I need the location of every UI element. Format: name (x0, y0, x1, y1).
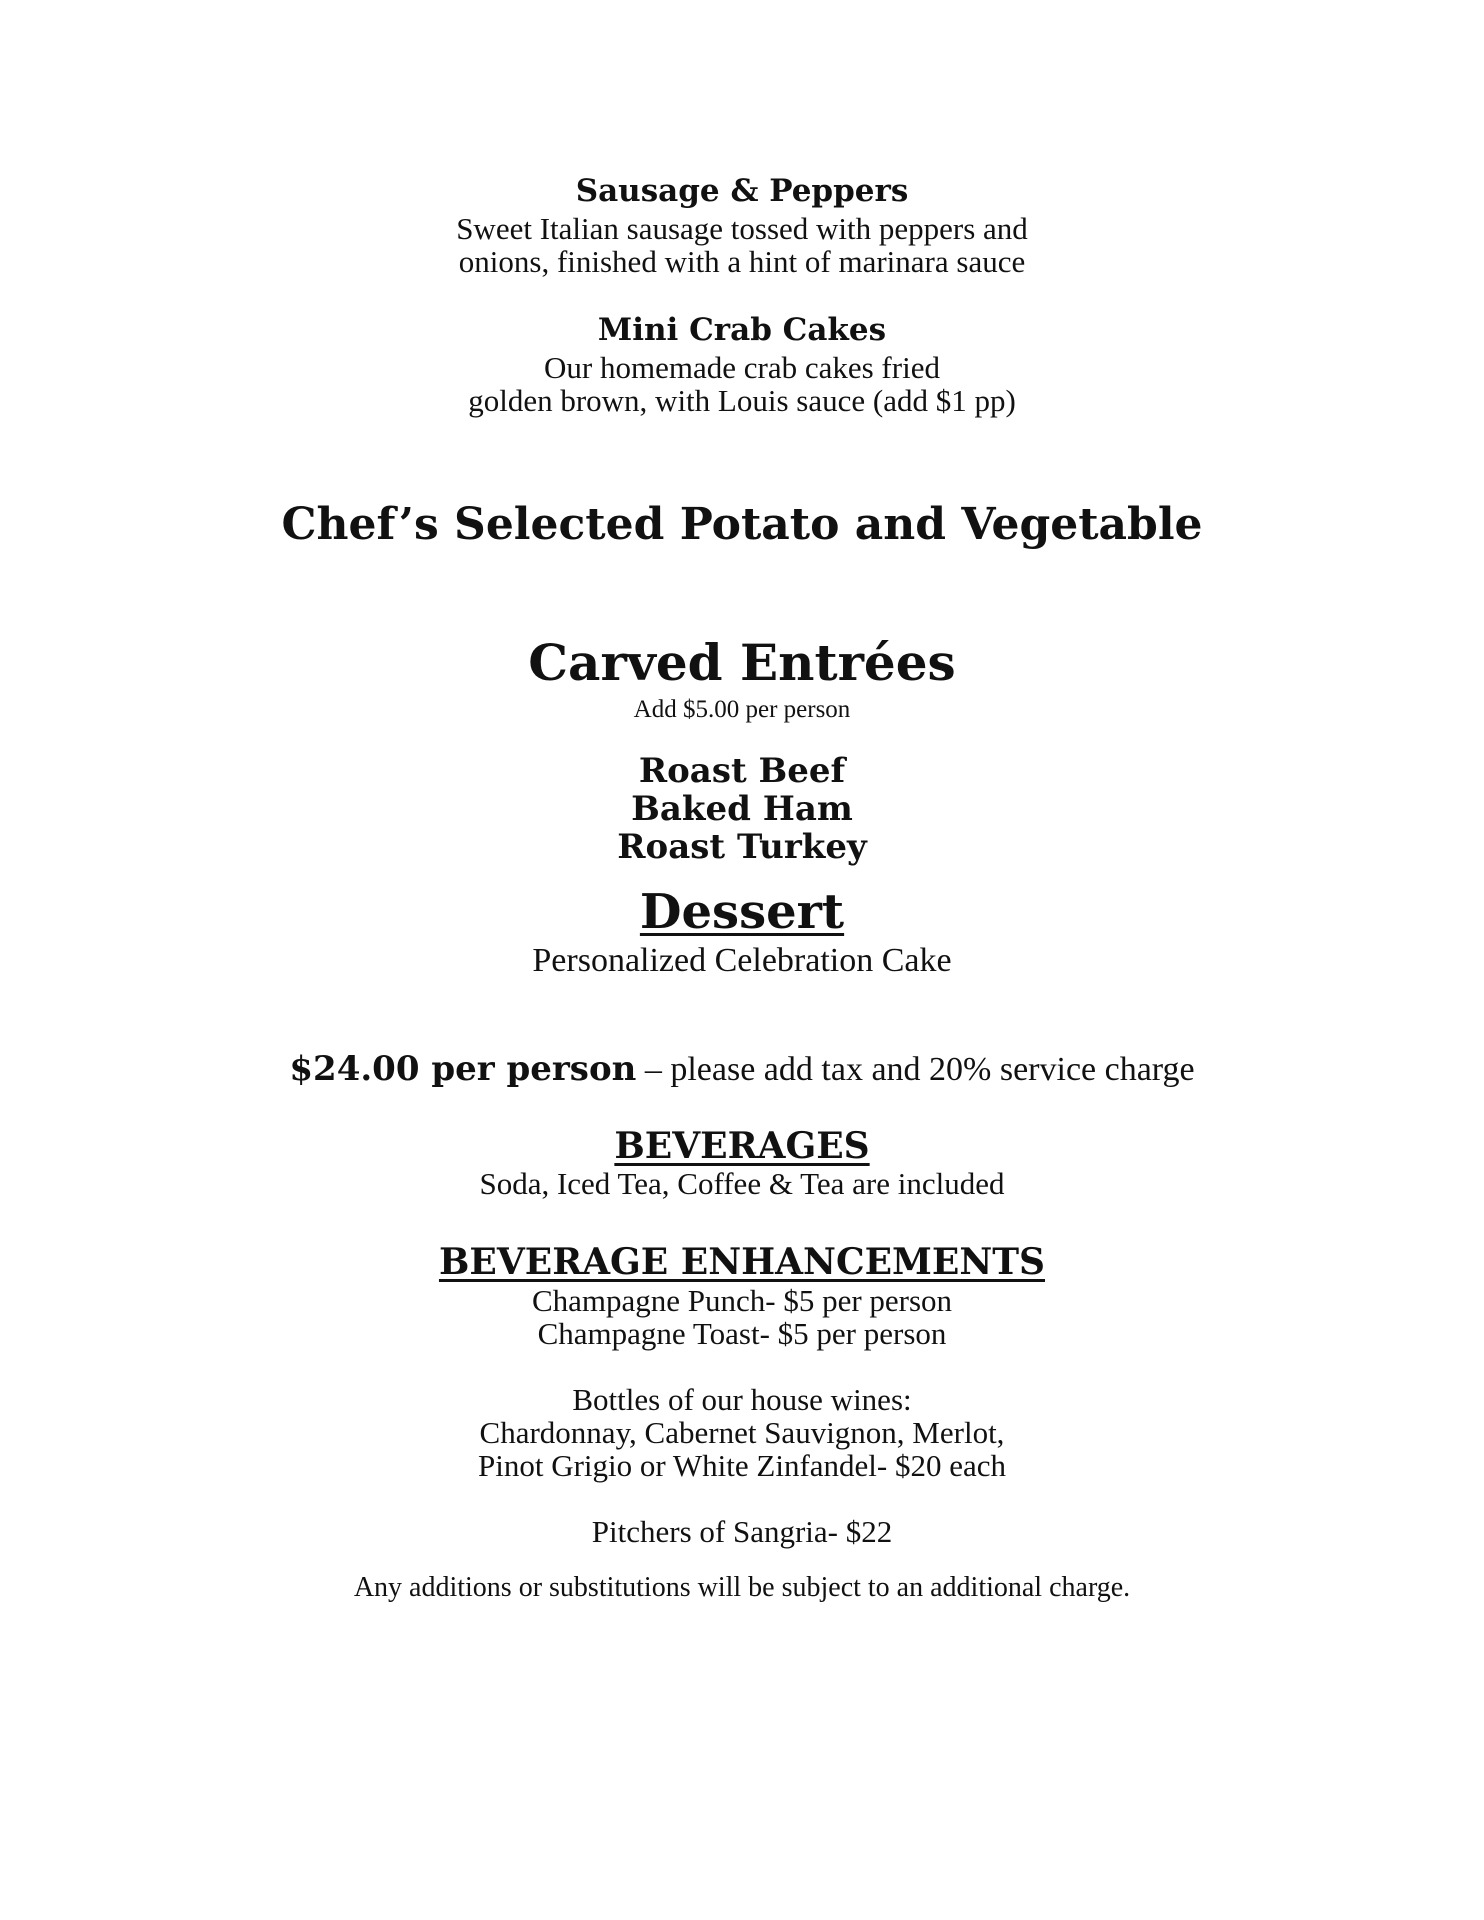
enhancements-heading (0, 1241, 1484, 1283)
crab-desc-line2: golden brown, with Louis sauce (add $1 pp) (468, 383, 1016, 418)
beverages-heading (0, 1125, 1484, 1167)
dessert-heading-text: Dessert (639, 884, 845, 940)
disclaimer: Any additions or substitutions will be subject to an additional charge. (353, 1572, 1131, 1603)
crab-desc-line1: Our homemade crab cakes fried (544, 350, 940, 385)
crab-title: Mini Crab Cakes (597, 312, 887, 348)
beverages-desc: Soda, Iced Tea, Coffee & Tea are included (479, 1166, 1005, 1201)
carved-item-baked-ham: Baked Ham (631, 789, 853, 829)
sausage-title: Sausage & Peppers (575, 173, 909, 209)
dessert-heading (0, 884, 1484, 940)
price-amount: $24.00 per person (289, 1049, 637, 1089)
carved-entrees-heading: Carved Entrées (528, 633, 956, 692)
wines-line1: Bottles of our house wines: (572, 1382, 912, 1417)
beverages-heading-text: BEVERAGES (614, 1125, 870, 1167)
wines-line2: Chardonnay, Cabernet Sauvignon, Merlot, (479, 1415, 1005, 1450)
price-line (0, 1049, 1484, 1089)
chefs-selected-heading: Chef’s Selected Potato and Vegetable (281, 499, 1203, 550)
dessert-desc: Personalized Celebration Cake (532, 942, 952, 979)
wines-line3: Pinot Grigio or White Zinfandel- $20 each (477, 1448, 1006, 1483)
enhancement-punch: Champagne Punch- $5 per person (531, 1283, 953, 1318)
enhancements-heading-text: BEVERAGE ENHANCEMENTS (438, 1241, 1046, 1283)
enhancement-toast: Champagne Toast- $5 per person (537, 1316, 947, 1351)
carved-item-roast-beef: Roast Beef (638, 751, 846, 791)
sangria-line: Pitchers of Sangria- $22 (591, 1514, 893, 1549)
price-terms: – please add tax and 20% service charge (636, 1051, 1195, 1088)
carved-entrees-note: Add $5.00 per person (633, 696, 851, 723)
carved-item-roast-turkey: Roast Turkey (617, 827, 867, 867)
sausage-desc-line1: Sweet Italian sausage tossed with peppers and (456, 211, 1028, 246)
sausage-desc-line2: onions, finished with a hint of marinara sauce (458, 244, 1026, 279)
